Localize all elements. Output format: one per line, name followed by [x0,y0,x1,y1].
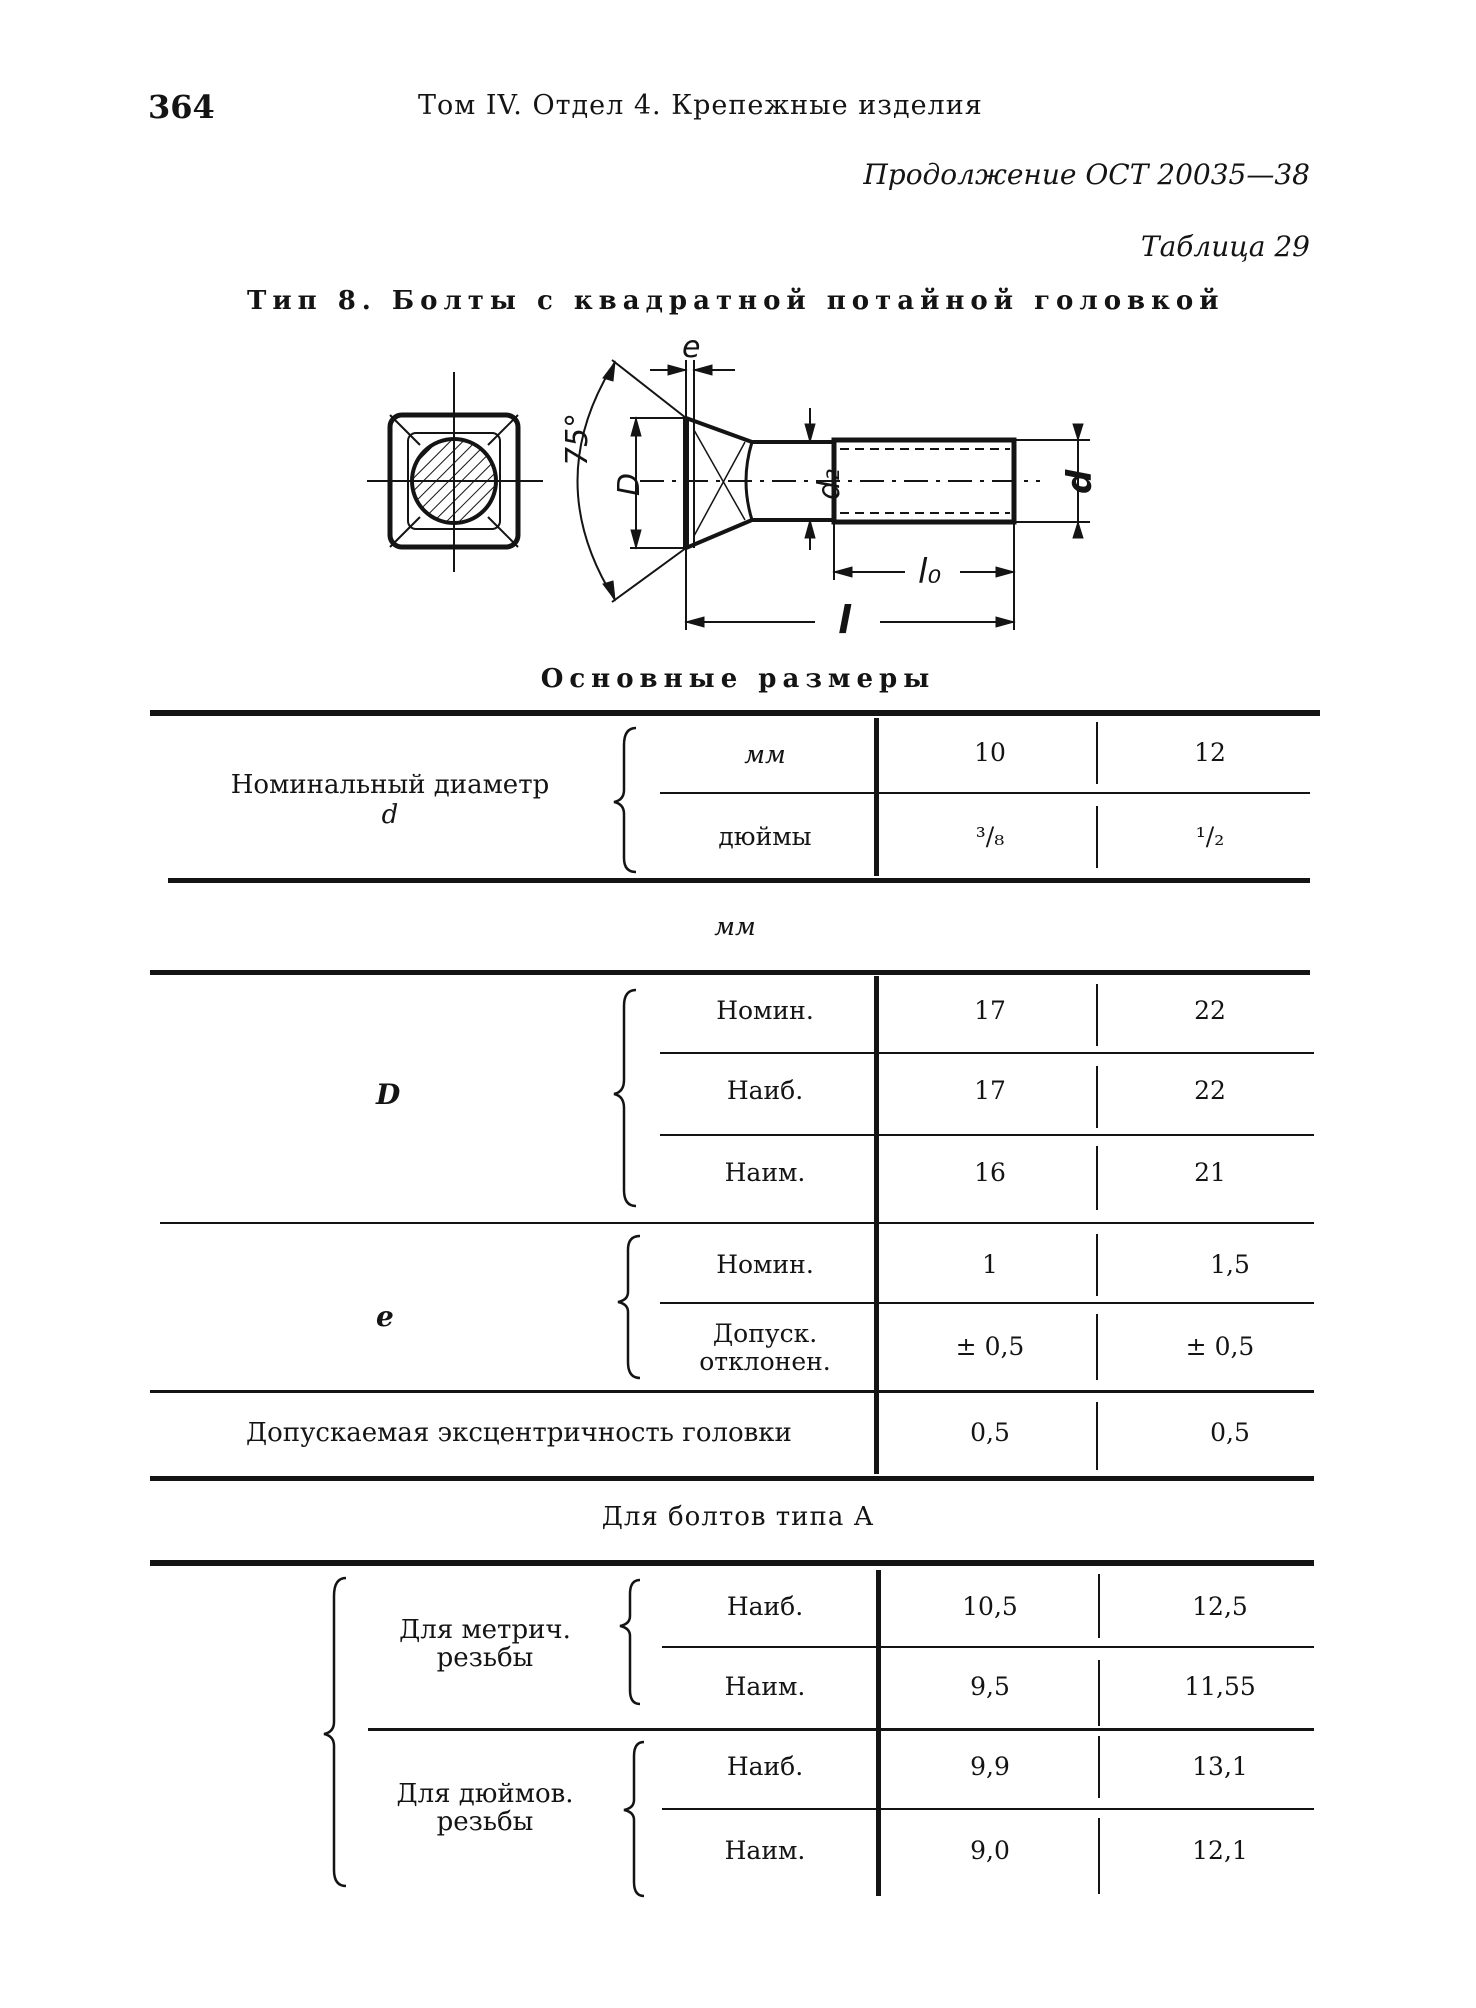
metric-max-12: 12,5 [1192,1592,1248,1621]
nominal-diameter-symbol: d [381,800,399,830]
rule-vertical-main-3 [876,1570,881,1896]
inch-min-12: 12,1 [1192,1836,1248,1865]
rule-vertical-main-2 [874,976,879,1474]
nominal-inch-3-8: ³/₈ [975,822,1005,851]
inch-row-max: Наиб. [726,1752,804,1781]
running-title: Том IV. Отдел 4. Крепежные изделия [418,90,983,121]
rule-vertical-col-3c [1098,1736,1100,1798]
eccentricity-10: 0,5 [970,1418,1010,1447]
section-title: Тип 8. Болты с квадратной потайной головкой [247,286,1225,316]
rule-vertical-col-2e [1096,1314,1098,1380]
label-e: e [682,330,701,365]
rule-vertical-col-3b [1098,1660,1100,1726]
D-min-12: 21 [1194,1158,1226,1187]
unit-mm: мм [744,740,786,769]
rule-e-ecc-separator [150,1390,1314,1393]
e-label: e [376,1300,394,1333]
rule-block2-bottom [150,1476,1314,1481]
D-min-10: 16 [974,1158,1006,1187]
e-nominal-12: 1,5 [1210,1250,1250,1279]
rule-vertical-col-3d [1098,1818,1100,1894]
metric-row-max: Наиб. [726,1592,804,1621]
label-l: l [838,598,852,642]
e-tolerance-12: ± 0,5 [1185,1332,1255,1361]
rule-vertical-col-3a [1098,1574,1100,1638]
rule-vertical-col-2b [1096,1066,1098,1128]
page-number: 364 [148,88,215,126]
rule-vertical-col-2d [1096,1234,1098,1296]
nominal-diameter-text: Номинальный диаметр [230,770,550,800]
D-label: D [376,1078,401,1111]
nominal-inch-1-2: ¹/₂ [1195,822,1225,851]
e-tolerance-10: ± 0,5 [955,1332,1025,1361]
metric-min-12: 11,55 [1184,1672,1256,1701]
label-l0: l₀ [918,552,942,592]
inch-row-min: Наим. [724,1836,806,1865]
metric-row-min: Наим. [724,1672,806,1701]
rule-block2-top [150,970,1310,975]
rule-D-e-separator [160,1222,1314,1224]
unit-inch: дюймы [718,822,812,851]
rule-vertical-col-1b [1096,806,1098,868]
D-row-min: Наим. [724,1158,806,1187]
units-note: мм [714,912,756,941]
rule-e-1 [660,1302,1314,1304]
nominal-mm-10: 10 [974,738,1006,767]
e-row-nominal: Номин. [716,1250,814,1279]
rule-inch-1 [662,1808,1314,1810]
rule-vertical-col-1 [1096,722,1098,784]
D-nominal-10: 17 [974,996,1006,1025]
D-max-10: 17 [974,1076,1006,1105]
rule-block1-bottom [168,878,1310,883]
label-D: D [612,472,647,496]
inch-thread-label: Для дюймов. резьбы [396,1779,574,1837]
D-row-nominal: Номин. [716,996,814,1025]
rule-units [660,792,1310,794]
label-d: d [1060,469,1100,494]
continuation-note: Продолжение ОСТ 20035—38 [863,158,1310,191]
rule-D-1 [660,1052,1314,1054]
rule-vertical-col-2a [1096,984,1098,1046]
D-nominal-12: 22 [1194,996,1226,1025]
nominal-mm-12: 12 [1194,738,1226,767]
e-row-tolerance: Допуск. отклонен. [699,1319,831,1376]
rule-metric-inch-separator [368,1728,1314,1731]
metric-thread-label: Для метрич. резьбы [399,1615,571,1673]
D-max-12: 22 [1194,1076,1226,1105]
label-d2: d₂ [812,468,847,500]
rule-vertical-col-2c [1096,1146,1098,1210]
table-caption: Основные размеры [540,664,936,694]
label-angle: 75° [560,412,595,466]
type-a-heading: Для болтов типа А [601,1502,875,1532]
eccentricity-label: Допускаемая эксцентричность головки [246,1418,792,1448]
rule-vertical-main-1 [874,718,879,876]
table-number: Таблица 29 [1140,230,1310,263]
D-row-max: Наиб. [726,1076,804,1105]
rule-vertical-col-2f [1096,1402,1098,1470]
metric-max-10: 10,5 [962,1592,1018,1621]
e-nominal-10: 1 [982,1250,998,1279]
inch-max-12: 13,1 [1192,1752,1248,1781]
eccentricity-12: 0,5 [1210,1418,1250,1447]
rule-metric-1 [662,1646,1314,1648]
inch-min-10: 9,0 [970,1836,1010,1865]
rule-block3-top [150,1560,1314,1566]
metric-min-10: 9,5 [970,1672,1010,1701]
inch-max-10: 9,9 [970,1752,1010,1781]
rule-D-2 [660,1134,1314,1136]
